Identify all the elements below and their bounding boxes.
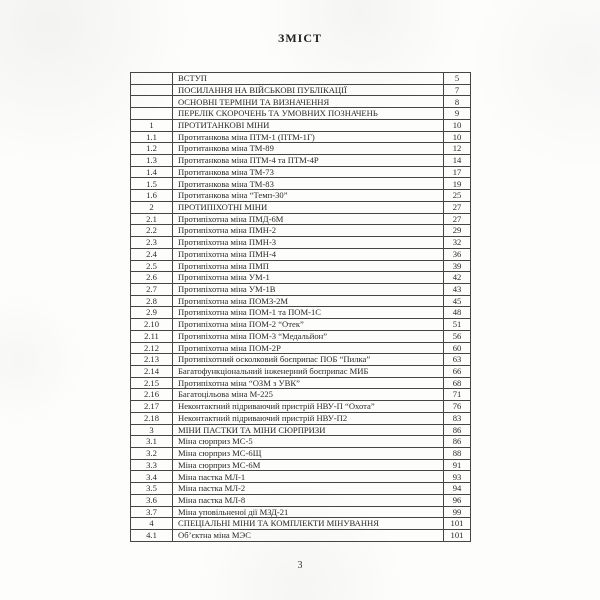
row-page-cell: 51 xyxy=(444,319,471,331)
table-row xyxy=(131,342,471,354)
table-row xyxy=(131,330,471,342)
row-page-cell: 86 xyxy=(444,436,471,448)
row-number-cell: 1.6 xyxy=(131,190,173,202)
row-page-cell: 76 xyxy=(444,401,471,413)
row-number-cell: 2.4 xyxy=(131,248,173,260)
row-title-cell: Протипіхотна міна УМ-1 xyxy=(173,272,444,284)
row-title-cell: Протипіхотна міна ПОМ-3 “Медальйон” xyxy=(173,330,444,342)
row-number-cell: 2.8 xyxy=(131,295,173,307)
row-title-cell: Протипіхотна міна ПОМ-2Р xyxy=(173,342,444,354)
row-title-cell: Протитанкова міна ТМ-83 xyxy=(173,178,444,190)
table-row xyxy=(131,213,471,225)
row-page-cell: 12 xyxy=(444,143,471,155)
row-number-cell: 4 xyxy=(131,518,173,530)
row-page-cell: 39 xyxy=(444,260,471,272)
table-row xyxy=(131,494,471,506)
row-number-cell xyxy=(131,84,173,96)
table-row xyxy=(131,166,471,178)
row-page-cell: 17 xyxy=(444,166,471,178)
row-title-cell: ПРОТИТАНКОВІ МІНИ xyxy=(173,119,444,131)
table-row xyxy=(131,272,471,284)
row-page-cell: 94 xyxy=(444,483,471,495)
row-page-cell: 7 xyxy=(444,84,471,96)
row-page-cell: 42 xyxy=(444,272,471,284)
row-number-cell: 3.6 xyxy=(131,494,173,506)
row-number-cell: 2.7 xyxy=(131,283,173,295)
row-title-cell: Протитанкова міна ТМ-89 xyxy=(173,143,444,155)
table-row xyxy=(131,283,471,295)
row-page-cell: 86 xyxy=(444,424,471,436)
row-number-cell: 2.15 xyxy=(131,377,173,389)
row-page-cell: 93 xyxy=(444,471,471,483)
row-page-cell: 101 xyxy=(444,518,471,530)
row-number-cell: 3.3 xyxy=(131,459,173,471)
row-title-cell: Протипіхотна міна ПОМ-2 “Отек” xyxy=(173,319,444,331)
row-number-cell: 2.6 xyxy=(131,272,173,284)
row-number-cell xyxy=(131,108,173,120)
table-row xyxy=(131,412,471,424)
row-number-cell: 1 xyxy=(131,119,173,131)
page-title: ЗМІСТ xyxy=(278,31,322,45)
row-title-cell: Протипіхотна міна ПМН-2 xyxy=(173,225,444,237)
row-title-cell: ПРОТИПІХОТНІ МІНИ xyxy=(173,201,444,213)
row-title-cell: ПОСИЛАННЯ НА ВІЙСЬКОВІ ПУБЛІКАЦІЇ xyxy=(173,84,444,96)
table-row xyxy=(131,178,471,190)
row-number-cell: 1.1 xyxy=(131,131,173,143)
row-page-cell: 45 xyxy=(444,295,471,307)
table-row xyxy=(131,96,471,108)
row-page-cell: 88 xyxy=(444,448,471,460)
row-page-cell: 36 xyxy=(444,248,471,260)
table-row xyxy=(131,471,471,483)
row-title-cell: Багатофункціональний інженерний боєприпас МИБ xyxy=(173,365,444,377)
row-number-cell: 3.1 xyxy=(131,436,173,448)
table-row xyxy=(131,248,471,260)
table-row xyxy=(131,424,471,436)
row-title-cell: Неконтактний підриваючий пристрій НВУ-П2 xyxy=(173,412,444,424)
row-page-cell: 60 xyxy=(444,342,471,354)
row-title-cell: Міна сюрприз МС-5 xyxy=(173,436,444,448)
table-row xyxy=(131,436,471,448)
row-number-cell: 2.2 xyxy=(131,225,173,237)
row-number-cell xyxy=(131,96,173,108)
table-row xyxy=(131,518,471,530)
row-title-cell: ВСТУП xyxy=(173,73,444,85)
table-row xyxy=(131,190,471,202)
table-row xyxy=(131,389,471,401)
row-title-cell: МІНИ ПАСТКИ ТА МІНИ СЮРПРИЗИ xyxy=(173,424,444,436)
row-page-cell: 25 xyxy=(444,190,471,202)
row-title-cell: Протипіхотна міна ПМП xyxy=(173,260,444,272)
row-page-cell: 5 xyxy=(444,73,471,85)
row-number-cell: 1.3 xyxy=(131,155,173,167)
row-title-cell: Протитанкова міна ПТМ-1 (ПТМ-1Г) xyxy=(173,131,444,143)
row-title-cell: ПЕРЕЛІК СКОРОЧЕНЬ ТА УМОВНИХ ПОЗНАЧЕНЬ xyxy=(173,108,444,120)
row-number-cell: 2.1 xyxy=(131,213,173,225)
row-title-cell: Протипіхотний осколковий боєприпас ПОБ “Пилка” xyxy=(173,354,444,366)
row-title-cell: Міна пастка МЛ-8 xyxy=(173,494,444,506)
row-title-cell: Протипіхотна міна ПМН-3 xyxy=(173,237,444,249)
row-page-cell: 8 xyxy=(444,96,471,108)
row-page-cell: 14 xyxy=(444,155,471,167)
row-number-cell: 3.2 xyxy=(131,448,173,460)
row-title-cell: Протитанкова міна ПТМ-4 та ПТМ-4Р xyxy=(173,155,444,167)
row-title-cell: Протипіхотна міна ПОМ-1 та ПОМ-1С xyxy=(173,307,444,319)
row-page-cell: 66 xyxy=(444,365,471,377)
table-row xyxy=(131,260,471,272)
table-row xyxy=(131,530,471,542)
table-row xyxy=(131,365,471,377)
row-title-cell: Міна пастка МЛ-1 xyxy=(173,471,444,483)
table-row xyxy=(131,459,471,471)
row-page-cell: 101 xyxy=(444,530,471,542)
row-page-cell: 10 xyxy=(444,131,471,143)
row-title-cell: СПЕЦІАЛЬНІ МІНИ ТА КОМПЛЕКТИ МІНУВАННЯ xyxy=(173,518,444,530)
row-page-cell: 27 xyxy=(444,213,471,225)
table-row xyxy=(131,295,471,307)
row-number-cell: 2.13 xyxy=(131,354,173,366)
row-page-cell: 83 xyxy=(444,412,471,424)
table-row xyxy=(131,354,471,366)
row-page-cell: 96 xyxy=(444,494,471,506)
table-row xyxy=(131,377,471,389)
row-number-cell: 2.16 xyxy=(131,389,173,401)
toc-table xyxy=(130,72,471,542)
table-row xyxy=(131,506,471,518)
table-row xyxy=(131,131,471,143)
row-number-cell: 2.11 xyxy=(131,330,173,342)
row-page-cell: 43 xyxy=(444,283,471,295)
row-title-cell: ОСНОВНІ ТЕРМІНИ ТА ВИЗНАЧЕННЯ xyxy=(173,96,444,108)
table-row xyxy=(131,237,471,249)
row-title-cell: Міна пастка МЛ-2 xyxy=(173,483,444,495)
row-page-cell: 63 xyxy=(444,354,471,366)
row-title-cell: Багатоцільова міна М-225 xyxy=(173,389,444,401)
toc-table-body xyxy=(131,73,471,542)
row-number-cell: 1.5 xyxy=(131,178,173,190)
row-number-cell: 4.1 xyxy=(131,530,173,542)
row-page-cell: 9 xyxy=(444,108,471,120)
table-row xyxy=(131,155,471,167)
table-row xyxy=(131,143,471,155)
table-row xyxy=(131,319,471,331)
table-row xyxy=(131,108,471,120)
row-page-cell: 32 xyxy=(444,237,471,249)
row-number-cell: 1.4 xyxy=(131,166,173,178)
row-title-cell: Протитанкова міна “Темп-30” xyxy=(173,190,444,202)
row-title-cell: Міна сюрприз МС-6Щ xyxy=(173,448,444,460)
row-number-cell: 2.9 xyxy=(131,307,173,319)
table-row xyxy=(131,73,471,85)
row-title-cell: Протипіхотна міна УМ-1В xyxy=(173,283,444,295)
row-page-cell: 68 xyxy=(444,377,471,389)
row-title-cell: Міна сюрприз МС-6М xyxy=(173,459,444,471)
row-page-cell: 10 xyxy=(444,119,471,131)
row-page-cell: 27 xyxy=(444,201,471,213)
table-row xyxy=(131,401,471,413)
row-number-cell: 2.14 xyxy=(131,365,173,377)
row-title-cell: Протипіхотна міна ПМН-4 xyxy=(173,248,444,260)
row-number-cell: 3.7 xyxy=(131,506,173,518)
row-number-cell: 2 xyxy=(131,201,173,213)
row-number-cell: 3.4 xyxy=(131,471,173,483)
row-page-cell: 91 xyxy=(444,459,471,471)
table-row xyxy=(131,201,471,213)
row-number-cell: 3 xyxy=(131,424,173,436)
row-title-cell: Неконтактний підриваючий пристрій НВУ-П “Охота” xyxy=(173,401,444,413)
row-number-cell: 3.5 xyxy=(131,483,173,495)
page-number: 3 xyxy=(297,560,303,571)
row-title-cell: Міна уповільненої дії МЗД-21 xyxy=(173,506,444,518)
row-title-cell: Протипіхотна міна “ОЗМ з УВК” xyxy=(173,377,444,389)
row-number-cell: 2.10 xyxy=(131,319,173,331)
table-row xyxy=(131,483,471,495)
row-page-cell: 19 xyxy=(444,178,471,190)
row-number-cell: 2.12 xyxy=(131,342,173,354)
row-number-cell: 2.3 xyxy=(131,237,173,249)
row-title-cell: Протипіхотна міна ПМД-6М xyxy=(173,213,444,225)
table-row xyxy=(131,225,471,237)
row-number-cell: 1.2 xyxy=(131,143,173,155)
row-page-cell: 48 xyxy=(444,307,471,319)
row-number-cell: 2.18 xyxy=(131,412,173,424)
table-row xyxy=(131,307,471,319)
row-page-cell: 71 xyxy=(444,389,471,401)
row-page-cell: 56 xyxy=(444,330,471,342)
row-title-cell: Об’єктна міна МЭС xyxy=(173,530,444,542)
row-title-cell: Протитанкова міна ТМ-73 xyxy=(173,166,444,178)
row-number-cell: 2.5 xyxy=(131,260,173,272)
row-page-cell: 29 xyxy=(444,225,471,237)
table-row xyxy=(131,448,471,460)
table-row xyxy=(131,119,471,131)
row-number-cell: 2.17 xyxy=(131,401,173,413)
row-page-cell: 99 xyxy=(444,506,471,518)
table-row xyxy=(131,84,471,96)
row-title-cell: Протипіхотна міна ПОМЗ-2М xyxy=(173,295,444,307)
row-number-cell xyxy=(131,73,173,85)
